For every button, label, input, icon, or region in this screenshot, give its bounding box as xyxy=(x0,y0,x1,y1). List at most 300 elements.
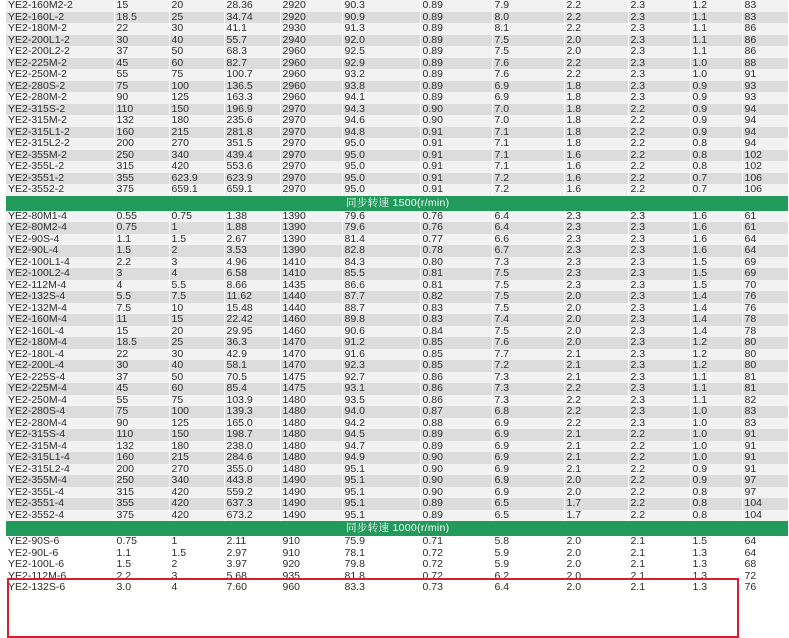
table-cell: 2970 xyxy=(280,104,342,116)
table-cell: 55 xyxy=(114,69,169,81)
table-cell: 270 xyxy=(169,464,224,476)
table-cell: YE2-112M-4 xyxy=(6,280,114,292)
table-cell: 1480 xyxy=(280,464,342,476)
table-cell: 2.3 xyxy=(628,395,690,407)
table-cell: 0.7 xyxy=(690,184,742,196)
table-cell: 91.6 xyxy=(342,349,420,361)
table-cell: 85.5 xyxy=(342,268,420,280)
table-cell: 83 xyxy=(742,12,788,24)
table-cell: 623.9 xyxy=(224,173,280,185)
table-cell: 0.78 xyxy=(420,245,492,257)
table-cell: 1.3 xyxy=(690,582,742,594)
table-cell: 88.7 xyxy=(342,303,420,315)
table-cell: 6.4 xyxy=(492,222,564,234)
table-cell: 1.0 xyxy=(690,418,742,430)
table-row xyxy=(6,582,788,594)
table-cell: 6.4 xyxy=(492,582,564,594)
table-cell: 2.3 xyxy=(628,418,690,430)
table-cell: 0.90 xyxy=(420,464,492,476)
table-cell: 250 xyxy=(114,475,169,487)
table-cell: 2.3 xyxy=(628,383,690,395)
table-cell: 104 xyxy=(742,510,788,522)
table-cell: 2.3 xyxy=(628,291,690,303)
table-cell: 69 xyxy=(742,268,788,280)
table-cell: 2970 xyxy=(280,138,342,150)
table-cell: YE2-3552-4 xyxy=(6,510,114,522)
table-cell: 7.6 xyxy=(492,58,564,70)
table-cell: 1.0 xyxy=(690,452,742,464)
table-cell: 2.2 xyxy=(628,184,690,196)
table-cell: 2.0 xyxy=(564,548,628,560)
table-cell: 106 xyxy=(742,173,788,185)
table-cell: 2.2 xyxy=(564,23,628,35)
table-cell: 92.0 xyxy=(342,35,420,47)
table-cell: 0.7 xyxy=(690,173,742,185)
table-cell: YE2-80M1-4 xyxy=(6,211,114,223)
table-cell: 0.91 xyxy=(420,138,492,150)
table-cell: 1.0 xyxy=(690,406,742,418)
table-cell: 78 xyxy=(742,326,788,338)
table-cell: 0.89 xyxy=(420,46,492,58)
table-cell: 30 xyxy=(169,23,224,35)
table-cell: 87.7 xyxy=(342,291,420,303)
table-cell: 2.2 xyxy=(114,257,169,269)
table-cell: 2.2 xyxy=(564,383,628,395)
table-cell: 1.1 xyxy=(690,372,742,384)
table-row xyxy=(6,406,788,418)
table-cell: 0.89 xyxy=(420,23,492,35)
table-row xyxy=(6,498,788,510)
table-cell: 1440 xyxy=(280,303,342,315)
table-cell: 2.0 xyxy=(564,582,628,594)
section-heading: 同步转速 1000(r/min) xyxy=(6,521,788,536)
table-cell: 2.0 xyxy=(564,571,628,583)
table-cell: 6.4 xyxy=(492,211,564,223)
table-cell: 5.9 xyxy=(492,559,564,571)
table-cell: YE2-315S-4 xyxy=(6,429,114,441)
table-cell: 7.5 xyxy=(114,303,169,315)
table-cell: 75 xyxy=(114,406,169,418)
table-cell: 20 xyxy=(169,0,224,12)
table-cell: 5.9 xyxy=(492,548,564,560)
table-cell: 2.2 xyxy=(564,418,628,430)
table-cell: 2960 xyxy=(280,46,342,58)
table-cell: 1.5 xyxy=(690,536,742,548)
table-cell: 2920 xyxy=(280,0,342,12)
table-cell: 1.6 xyxy=(690,245,742,257)
table-cell: 3.97 xyxy=(224,559,280,571)
table-row xyxy=(6,161,788,173)
table-cell: 0.72 xyxy=(420,571,492,583)
table-cell: 30 xyxy=(114,360,169,372)
table-cell: 0.8 xyxy=(690,498,742,510)
table-cell: YE2-3551-2 xyxy=(6,173,114,185)
table-cell: 29.95 xyxy=(224,326,280,338)
table-cell: 7.5 xyxy=(492,280,564,292)
table-cell: 2.3 xyxy=(564,245,628,257)
table-cell: 80 xyxy=(742,360,788,372)
table-cell: 0.86 xyxy=(420,372,492,384)
table-cell: 6.5 xyxy=(492,498,564,510)
table-cell: 20 xyxy=(169,326,224,338)
table-cell: 0.89 xyxy=(420,35,492,47)
table-cell: 36.3 xyxy=(224,337,280,349)
table-cell: 11 xyxy=(114,314,169,326)
table-cell: 0.8 xyxy=(690,150,742,162)
table-cell: 1.1 xyxy=(690,395,742,407)
table-cell: 91.3 xyxy=(342,23,420,35)
table-cell: 15 xyxy=(169,314,224,326)
table-cell: 90 xyxy=(114,92,169,104)
table-cell: 45 xyxy=(114,383,169,395)
section-heading-row xyxy=(6,196,788,211)
table-cell: 0.9 xyxy=(690,81,742,93)
table-cell: 1.1 xyxy=(690,12,742,24)
table-cell: 91.2 xyxy=(342,337,420,349)
table-row xyxy=(6,314,788,326)
table-cell: 2.1 xyxy=(628,571,690,583)
table-cell: 68 xyxy=(742,559,788,571)
table-cell: 340 xyxy=(169,150,224,162)
table-row xyxy=(6,184,788,196)
table-cell: 1.5 xyxy=(690,268,742,280)
table-cell: 1.3 xyxy=(690,548,742,560)
table-cell: 81.8 xyxy=(342,571,420,583)
table-row xyxy=(6,510,788,522)
table-cell: YE2-132S-6 xyxy=(6,582,114,594)
table-cell: 92.5 xyxy=(342,46,420,58)
table-cell: 0.90 xyxy=(420,115,492,127)
table-cell: 75.9 xyxy=(342,536,420,548)
table-cell: 1490 xyxy=(280,510,342,522)
table-cell: 4.96 xyxy=(224,257,280,269)
table-cell: 100 xyxy=(169,81,224,93)
table-cell: 2.3 xyxy=(628,372,690,384)
table-cell: 215 xyxy=(169,127,224,139)
table-cell: 2.3 xyxy=(628,349,690,361)
table-cell: 1490 xyxy=(280,498,342,510)
table-cell: 0.85 xyxy=(420,337,492,349)
table-cell: 78.1 xyxy=(342,548,420,560)
table-cell: 84.3 xyxy=(342,257,420,269)
table-cell: 355.0 xyxy=(224,464,280,476)
table-cell: 81 xyxy=(742,372,788,384)
table-cell: 1.5 xyxy=(169,234,224,246)
table-cell: YE2-200L-4 xyxy=(6,360,114,372)
table-cell: 37 xyxy=(114,46,169,58)
table-cell: 95.0 xyxy=(342,161,420,173)
table-cell: 2.2 xyxy=(628,161,690,173)
table-cell: 0.90 xyxy=(420,475,492,487)
table-cell: 2.3 xyxy=(628,222,690,234)
table-cell: 60 xyxy=(169,58,224,70)
table-cell: 0.90 xyxy=(420,452,492,464)
table-cell: 103.9 xyxy=(224,395,280,407)
table-cell: 28.36 xyxy=(224,0,280,12)
table-cell: 94.6 xyxy=(342,115,420,127)
table-cell: YE2-315L2-2 xyxy=(6,138,114,150)
table-cell: 1.5 xyxy=(690,257,742,269)
table-cell: 0.89 xyxy=(420,0,492,12)
table-cell: 2.3 xyxy=(628,360,690,372)
table-cell: 0.86 xyxy=(420,395,492,407)
table-cell: 11.62 xyxy=(224,291,280,303)
table-cell: 95.1 xyxy=(342,464,420,476)
table-cell: 1.4 xyxy=(690,291,742,303)
table-cell: 64 xyxy=(742,536,788,548)
table-cell: 0.81 xyxy=(420,280,492,292)
table-cell: YE2-250M-2 xyxy=(6,69,114,81)
table-cell: 553.6 xyxy=(224,161,280,173)
table-cell: 110 xyxy=(114,104,169,116)
table-cell: 0.85 xyxy=(420,349,492,361)
table-cell: 6.9 xyxy=(492,475,564,487)
motor-spec-table xyxy=(6,0,789,594)
table-cell: 623.9 xyxy=(169,173,224,185)
table-cell: YE2-315L2-4 xyxy=(6,464,114,476)
table-cell: 15 xyxy=(114,326,169,338)
table-cell: 355 xyxy=(114,498,169,510)
table-cell: 93 xyxy=(742,81,788,93)
table-cell: 0.89 xyxy=(420,510,492,522)
table-cell: 1475 xyxy=(280,383,342,395)
table-cell: 1460 xyxy=(280,326,342,338)
table-cell: 6.9 xyxy=(492,81,564,93)
table-cell: 2 xyxy=(169,245,224,257)
table-cell: 1.1 xyxy=(114,234,169,246)
table-cell: 0.89 xyxy=(420,69,492,81)
table-cell: 0.76 xyxy=(420,222,492,234)
table-cell: YE2-90S-4 xyxy=(6,234,114,246)
table-cell: 1480 xyxy=(280,418,342,430)
table-cell: 420 xyxy=(169,487,224,499)
table-cell: 82.8 xyxy=(342,245,420,257)
table-cell: 2960 xyxy=(280,69,342,81)
table-cell: YE2-250M-4 xyxy=(6,395,114,407)
table-cell: 0.89 xyxy=(420,81,492,93)
table-cell: 910 xyxy=(280,548,342,560)
table-cell: 125 xyxy=(169,418,224,430)
table-cell: 60 xyxy=(169,383,224,395)
table-cell: YE2-280S-2 xyxy=(6,81,114,93)
table-cell: 1490 xyxy=(280,487,342,499)
table-row xyxy=(6,92,788,104)
table-row xyxy=(6,452,788,464)
table-cell: 6.6 xyxy=(492,234,564,246)
table-cell: 2920 xyxy=(280,12,342,24)
table-cell: 1.6 xyxy=(564,150,628,162)
table-cell: 37 xyxy=(114,372,169,384)
table-cell: 93.8 xyxy=(342,81,420,93)
table-cell: 2.3 xyxy=(564,280,628,292)
table-cell: 0.89 xyxy=(420,92,492,104)
table-cell: 2970 xyxy=(280,173,342,185)
table-cell: 2.1 xyxy=(628,559,690,571)
table-cell: 82.7 xyxy=(224,58,280,70)
table-cell: 315 xyxy=(114,161,169,173)
section-heading: 同步转速 1500(r/min) xyxy=(6,196,788,211)
table-cell: 2.3 xyxy=(564,211,628,223)
table-cell: 0.85 xyxy=(420,360,492,372)
table-cell: 91 xyxy=(742,452,788,464)
table-cell: 7.9 xyxy=(492,0,564,12)
table-cell: 960 xyxy=(280,582,342,594)
table-cell: 7.4 xyxy=(492,314,564,326)
table-cell: 34.74 xyxy=(224,12,280,24)
table-cell: 1.2 xyxy=(690,360,742,372)
table-cell: 1490 xyxy=(280,475,342,487)
table-cell: 2.1 xyxy=(564,372,628,384)
table-cell: 7.5 xyxy=(492,291,564,303)
table-cell: 1470 xyxy=(280,360,342,372)
table-row xyxy=(6,46,788,58)
table-cell: 2.2 xyxy=(564,0,628,12)
table-cell: 351.5 xyxy=(224,138,280,150)
table-cell: YE2-180M-4 xyxy=(6,337,114,349)
table-cell: 1.1 xyxy=(114,548,169,560)
table-cell: 1390 xyxy=(280,234,342,246)
table-row xyxy=(6,257,788,269)
table-cell: 0.89 xyxy=(420,441,492,453)
table-cell: 6.5 xyxy=(492,510,564,522)
table-cell: 0.83 xyxy=(420,314,492,326)
table-cell: 6.9 xyxy=(492,418,564,430)
table-cell: 2.2 xyxy=(628,127,690,139)
table-cell: 2960 xyxy=(280,81,342,93)
table-cell: 2.3 xyxy=(564,268,628,280)
table-cell: 0.87 xyxy=(420,406,492,418)
table-cell: 7.3 xyxy=(492,395,564,407)
table-cell: 180 xyxy=(169,441,224,453)
table-cell: 2.0 xyxy=(564,46,628,58)
table-cell: 375 xyxy=(114,184,169,196)
table-cell: 1440 xyxy=(280,291,342,303)
table-cell: 150 xyxy=(169,429,224,441)
table-cell: 0.91 xyxy=(420,173,492,185)
table-cell: 61 xyxy=(742,211,788,223)
table-cell: 93.2 xyxy=(342,69,420,81)
table-cell: 0.84 xyxy=(420,326,492,338)
table-cell: 180 xyxy=(169,115,224,127)
table-cell: 2.2 xyxy=(628,464,690,476)
table-cell: 673.2 xyxy=(224,510,280,522)
table-cell: 1 xyxy=(169,222,224,234)
table-cell: 637.3 xyxy=(224,498,280,510)
table-cell: 25 xyxy=(169,337,224,349)
table-cell: 95.0 xyxy=(342,184,420,196)
table-cell: 8.66 xyxy=(224,280,280,292)
table-cell: 2.3 xyxy=(628,314,690,326)
table-cell: 94 xyxy=(742,104,788,116)
table-cell: 3 xyxy=(114,268,169,280)
table-cell: 2.11 xyxy=(224,536,280,548)
table-cell: YE2-160L-2 xyxy=(6,12,114,24)
table-cell: 2.3 xyxy=(628,0,690,12)
table-cell: 80 xyxy=(742,349,788,361)
table-cell: 1480 xyxy=(280,395,342,407)
table-cell: 2.2 xyxy=(628,429,690,441)
table-cell: 95.0 xyxy=(342,173,420,185)
table-cell: 7.1 xyxy=(492,150,564,162)
table-cell: 10 xyxy=(169,303,224,315)
table-cell: 58.1 xyxy=(224,360,280,372)
table-cell: 1480 xyxy=(280,429,342,441)
table-cell: 95.1 xyxy=(342,498,420,510)
table-cell: 86 xyxy=(742,35,788,47)
table-cell: YE2-90L-6 xyxy=(6,548,114,560)
table-cell: YE2-200L1-2 xyxy=(6,35,114,47)
table-cell: 1.1 xyxy=(690,35,742,47)
table-cell: 93.5 xyxy=(342,395,420,407)
table-cell: 3 xyxy=(169,571,224,583)
table-cell: 100.7 xyxy=(224,69,280,81)
table-cell: 1390 xyxy=(280,222,342,234)
table-cell: 0.9 xyxy=(690,104,742,116)
table-cell: 125 xyxy=(169,92,224,104)
table-cell: 76 xyxy=(742,303,788,315)
table-cell: 93.1 xyxy=(342,383,420,395)
table-cell: 1.8 xyxy=(564,92,628,104)
table-cell: 1480 xyxy=(280,406,342,418)
table-cell: 50 xyxy=(169,372,224,384)
table-cell: 160 xyxy=(114,452,169,464)
table-cell: 94.1 xyxy=(342,92,420,104)
table-cell: 30 xyxy=(114,35,169,47)
table-cell: 1.0 xyxy=(690,429,742,441)
table-cell: 0.82 xyxy=(420,291,492,303)
table-cell: 2.3 xyxy=(628,92,690,104)
table-cell: 104 xyxy=(742,498,788,510)
table-cell: 2.1 xyxy=(564,360,628,372)
table-cell: 1.2 xyxy=(690,0,742,12)
table-cell: 88 xyxy=(742,58,788,70)
table-cell: 1.1 xyxy=(690,46,742,58)
table-cell: 1.6 xyxy=(690,211,742,223)
table-cell: YE2-315S-2 xyxy=(6,104,114,116)
table-cell: 2970 xyxy=(280,127,342,139)
table-cell: 2.1 xyxy=(564,452,628,464)
table-cell: YE2-355L-4 xyxy=(6,487,114,499)
table-cell: 85.4 xyxy=(224,383,280,395)
table-cell: 7.1 xyxy=(492,127,564,139)
table-cell: YE2-280M-4 xyxy=(6,418,114,430)
table-cell: 1.8 xyxy=(564,81,628,93)
table-cell: 1.4 xyxy=(690,314,742,326)
table-cell: 0.90 xyxy=(420,487,492,499)
table-cell: 160 xyxy=(114,127,169,139)
table-cell: 1.5 xyxy=(114,245,169,257)
table-cell: 1.2 xyxy=(690,337,742,349)
table-cell: 0.89 xyxy=(420,429,492,441)
table-row xyxy=(6,23,788,35)
table-cell: 70 xyxy=(742,280,788,292)
table-cell: 55 xyxy=(114,395,169,407)
table-cell: 238.0 xyxy=(224,441,280,453)
table-cell: 5.5 xyxy=(114,291,169,303)
table-cell: 250 xyxy=(114,150,169,162)
table-cell: 92.7 xyxy=(342,372,420,384)
table-cell: 2.3 xyxy=(628,234,690,246)
table-cell: 920 xyxy=(280,559,342,571)
table-cell: 97 xyxy=(742,475,788,487)
table-cell: 2.1 xyxy=(628,536,690,548)
table-cell: 2.2 xyxy=(628,510,690,522)
table-cell: 281.8 xyxy=(224,127,280,139)
table-cell: 1410 xyxy=(280,257,342,269)
table-cell: 132 xyxy=(114,441,169,453)
table-cell: 659.1 xyxy=(169,184,224,196)
table-cell: 0.55 xyxy=(114,211,169,223)
